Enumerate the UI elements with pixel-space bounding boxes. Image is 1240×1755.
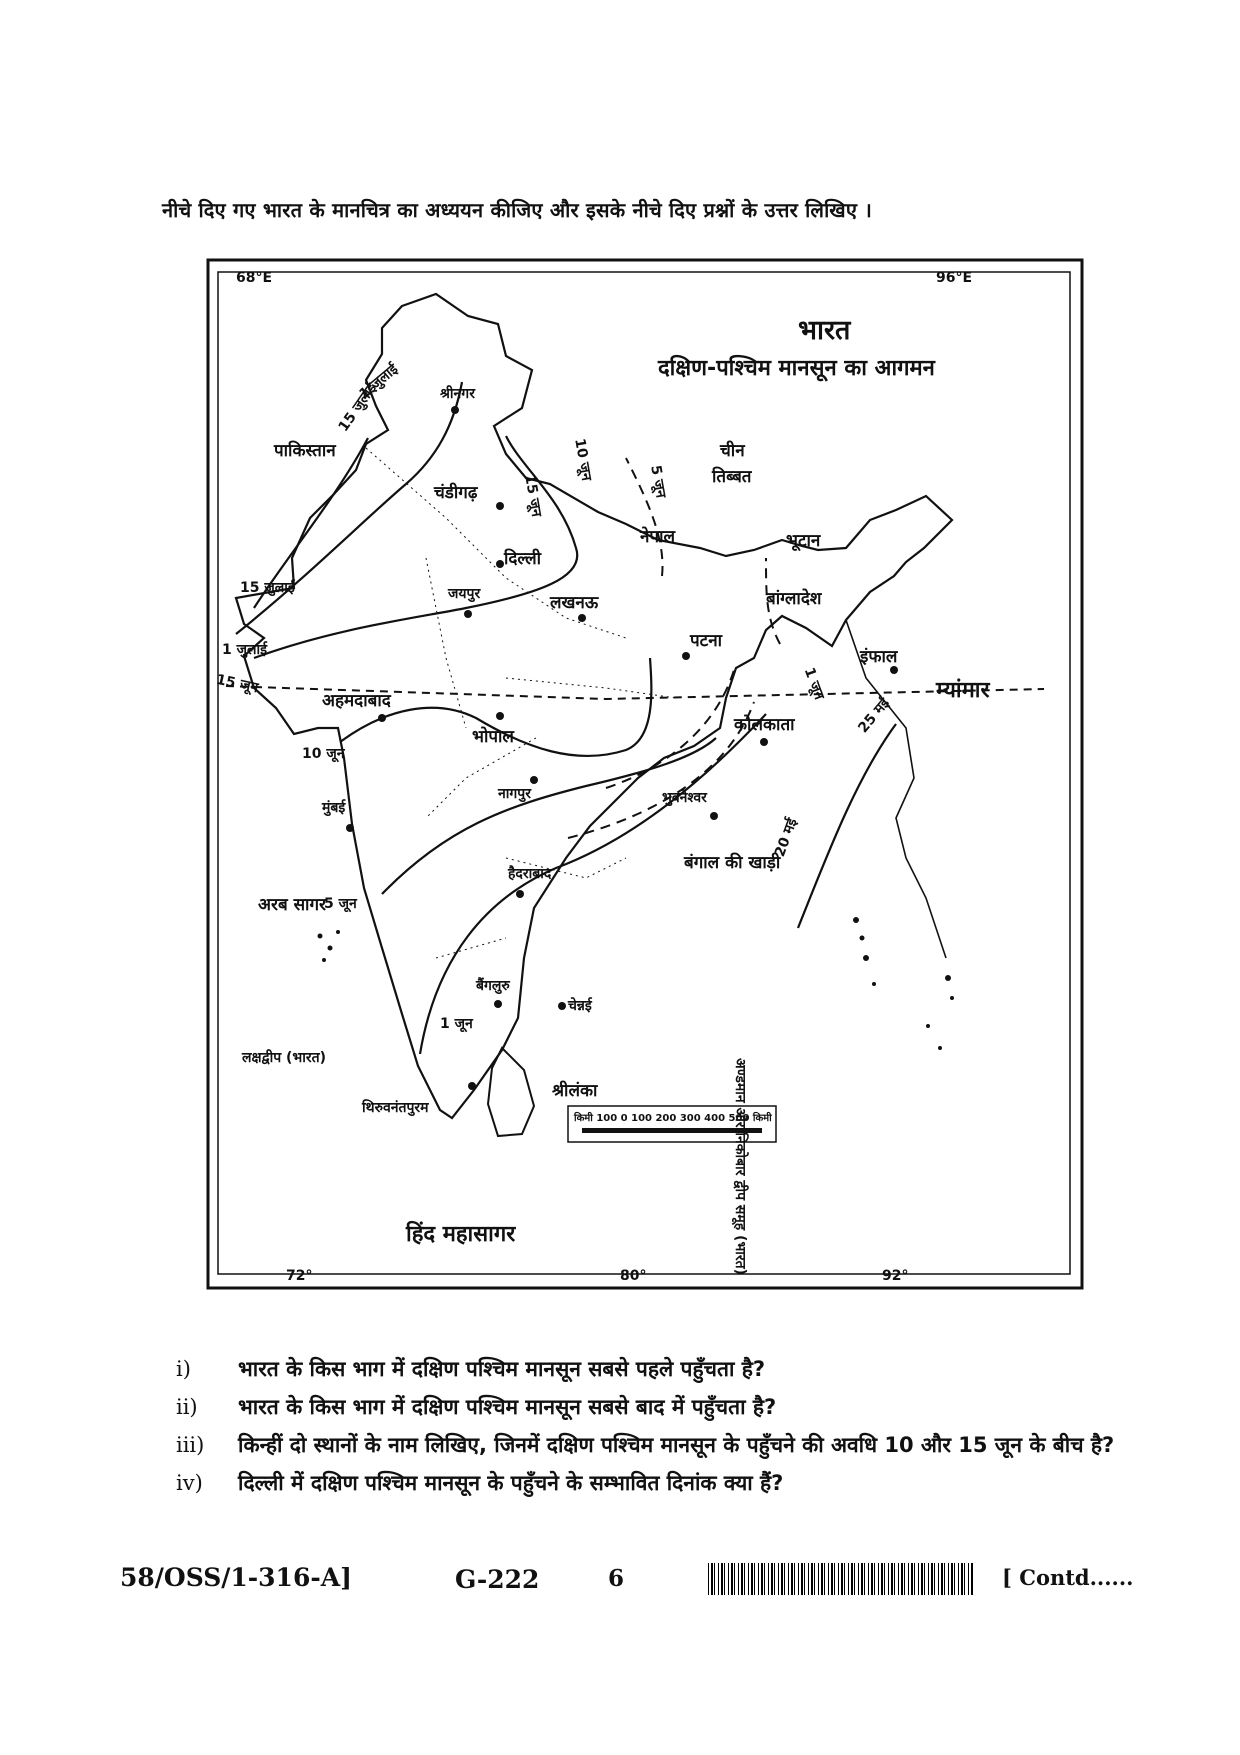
label-bhutan: भूटान [786,531,821,551]
lakshadweep-islands [318,930,341,962]
continued-marker: [ Contd...... [1002,1565,1134,1590]
city-dot-kolkata [760,738,768,746]
label-pakistan: पाकिस्तान [274,441,336,461]
lon-label-96: 96°E [936,270,973,286]
lon-label-92: 92° [882,1268,909,1284]
question-number: ii) [176,1395,198,1419]
label-ahmedabad: अहमदाबाद [322,691,391,711]
city-dot-delhi [496,560,504,568]
isoline-label-15-june-east: 15 जून [521,473,545,518]
isoline-label-1-july-west: 1 जुलाई [222,642,267,658]
question-text: दिल्ली में दक्षिण पश्चिम मानसून के पहुँचने के सम्भावित दिनांक क्या हैं? [238,1471,784,1495]
label-patna: पटना [690,631,723,651]
city-dot-patna [682,652,690,660]
label-srilanka: श्रीलंका [552,1081,598,1101]
label-imphal: इंफाल [860,647,898,667]
label-tibet: तिब्बत [712,467,752,487]
question-item [176,1428,1126,1462]
isoline-label-15-july-north: 15 जुलाई [335,380,381,435]
label-thiruvananthapuram: थिरुवनंतपुरम [362,1100,429,1116]
city-dot-nagpur [530,776,538,784]
isoline-label-10-june-mumbai: 10 जून [302,746,345,762]
india-monsoon-map [206,258,1084,1290]
isoline-label-20-may: 20 मई [771,816,801,860]
city-dot-chandigarh [496,502,504,510]
isoline-label-1-june-east: 1 जून [800,665,828,702]
city-dot-imphal [890,666,898,674]
page-number: 6 [608,1565,625,1592]
lon-label-72: 72° [286,1268,313,1284]
isoline-dashed-2 [568,702,754,838]
question-number: iv) [176,1471,203,1495]
question-text: किन्हीं दो स्थानों के नाम लिखिए, जिनमें दक्षिण पश्चिम मानसून के पहुँचने की अवधि 10 और 15 जून के बीच है? [238,1433,1115,1457]
question-list [176,1352,1126,1504]
city-dot-chennai [558,1002,566,1010]
paper-code: 58/OSS/1-316-A] [120,1563,352,1592]
label-arabian-sea: अरब सागर [258,895,326,915]
label-andaman: अण्डमान और निकोबार द्वीप समूह (भारत) [732,1058,748,1276]
city-dot-ahmedabad [378,714,386,722]
map-title: भारत [798,315,851,346]
label-myanmar: म्यांमार [936,678,990,703]
label-chandigarh: चंडीगढ़ [434,483,478,503]
label-lucknow: लखनऊ [550,593,599,613]
isoline-label-10-june-east: 10 जून [571,437,595,482]
isoline-label-1-july-north: 1 जुलाई [356,361,402,403]
city-dot-hyderabad [516,890,524,898]
label-indian-ocean: हिंद महासागर [406,1222,516,1247]
label-jaipur: जयपुर [448,586,481,602]
label-mumbai: मुंबई [322,800,346,816]
scale-label: किमी 100 0 100 200 300 400 500 किमी [574,1113,772,1124]
isoline-label-25-may: 25 मई [855,695,894,737]
label-bhubaneswar: भुवनेश्वर [662,790,707,806]
isoline-label-5-june: 5 जून [324,896,357,912]
label-delhi: दिल्ली [504,549,542,569]
label-hyderabad: हैदराबाद [508,866,552,882]
label-bangladesh: बांग्लादेश [766,589,822,609]
isoline-dashed-1 [606,670,734,788]
isoline-20-may [798,724,896,928]
question-text: भारत के किस भाग में दक्षिण पश्चिम मानसून सबसे पहले पहुँचता है? [238,1357,766,1381]
isoline-label-15-july-west: 15 जुलाई [240,580,295,596]
isoline-label-1-june: 1 जून [440,1016,473,1032]
label-bhopal: भोपाल [472,727,514,747]
city-dot-thiruvananthapuram [468,1082,476,1090]
isoline-1-june [420,714,766,1054]
series-code: G-222 [455,1565,540,1594]
label-lakshadweep: लक्षद्वीप (भारत) [242,1050,327,1066]
question-item [176,1390,1126,1424]
label-nepal: नेपाल [640,527,676,547]
label-china: चीन [720,441,745,461]
map-subtitle: दक्षिण-पश्चिम मानसून का आगमन [658,356,935,381]
label-chennai: चेन्नई [568,998,592,1014]
question-item [176,1352,1126,1386]
question-number: iii) [176,1433,205,1457]
question-number: i) [176,1357,191,1381]
label-bay-of-bengal: बंगाल की खाड़ी [684,853,781,873]
city-dot-lucknow [578,614,586,622]
label-nagpur: नागपुर [498,786,531,802]
city-dot-bengaluru [494,1000,502,1008]
question-text: भारत के किस भाग में दक्षिण पश्चिम मानसून सबसे बाद में पहुँचता है? [238,1395,777,1419]
city-dot-jaipur [464,610,472,618]
map-drawing [206,258,1084,1290]
city-dot-bhopal [496,712,504,720]
lon-label-68: 68°E [236,270,273,286]
lon-label-80: 80° [620,1268,647,1284]
label-bengaluru: बैंगलुरु [476,978,510,994]
label-srinagar: श्रीनगर [440,386,475,402]
page-footer [0,1563,1240,1607]
barcode-icon [708,1563,974,1595]
isoline-label-15-june-west: 15 जून [214,671,260,697]
city-dot-bhubaneswar [710,812,718,820]
city-dot-mumbai [346,824,354,832]
instruction-text: नीचे दिए गए भारत के मानचित्र का अध्ययन कीजिए और इसके नीचे दिए प्रश्नों के उत्तर लिखिए । [162,198,873,222]
city-dot-srinagar [451,406,459,414]
srilanka-outline [488,1048,534,1136]
question-item [176,1466,1126,1500]
isoline-label-5-june-east: 5 जून [647,464,669,500]
label-kolkata: कोलकाता [734,715,795,735]
